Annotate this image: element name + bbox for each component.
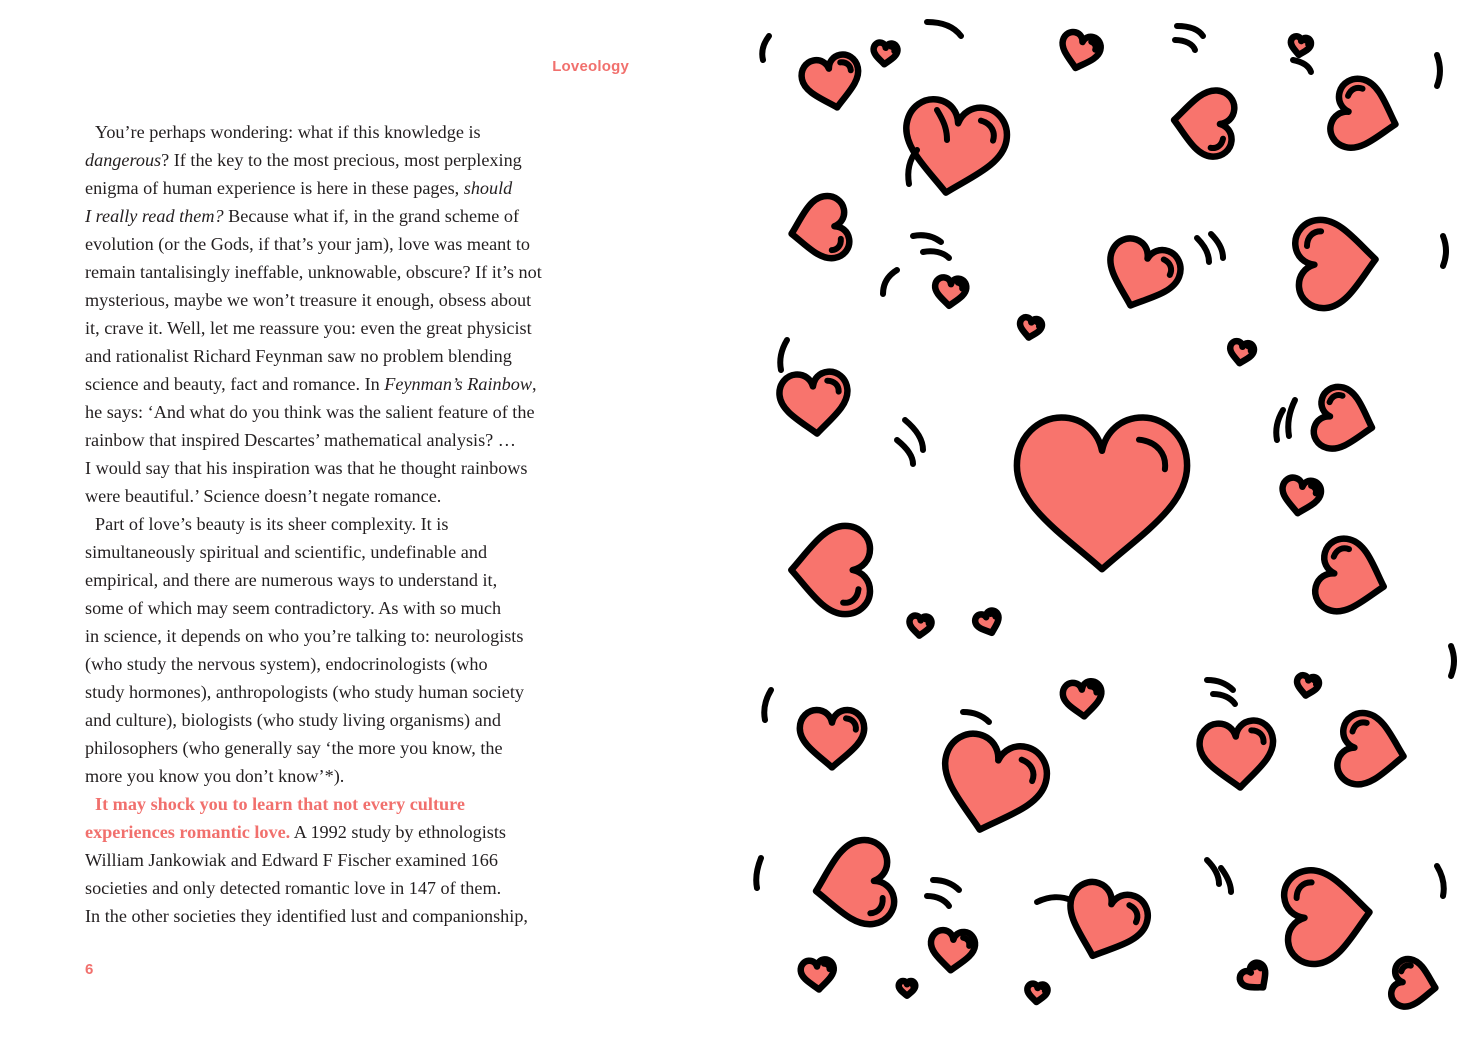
text-span: enigma of human experience is here in these pages, (85, 178, 460, 198)
heart-icon (1097, 233, 1186, 318)
text-line: some of which may seem contradictory. As with so much (85, 598, 502, 618)
heart-icon (908, 615, 932, 637)
motion-line (927, 896, 949, 906)
heart-icon (929, 929, 976, 972)
italic-text: should (463, 178, 513, 198)
motion-line (1213, 694, 1235, 704)
text-span: A 1992 study by ethnologists (293, 822, 506, 842)
heart-icon (1055, 876, 1153, 969)
text-line: it, crave it. Well, let me reassure you: even the great physicist (85, 318, 532, 338)
motion-line (897, 440, 913, 464)
motion-line (1221, 868, 1231, 892)
highlighted-text: experiences romantic love. (85, 822, 291, 842)
motion-line (1276, 410, 1283, 440)
motion-line (883, 270, 897, 294)
heart-icon (1295, 674, 1320, 697)
running-head: Loveology (552, 58, 629, 75)
heart-icon (1171, 87, 1236, 158)
motion-line (1175, 40, 1195, 50)
motion-line (933, 880, 959, 890)
motion-line (780, 340, 787, 370)
text-line: In the other societies they identified lust and companionship, (85, 906, 528, 926)
heart-icon (800, 959, 836, 991)
motion-line (1451, 646, 1454, 676)
heart-icon (1389, 957, 1439, 1012)
text-line: I would say that his inspiration was that he thought rainbows (85, 458, 528, 478)
text-line: were beautiful.’ Science doesn’t negate romance. (85, 486, 442, 506)
italic-text: I really read them? (85, 206, 224, 226)
text-line (85, 174, 637, 202)
heart-icon (778, 370, 851, 436)
heart-icon (1017, 418, 1187, 570)
text-line (85, 118, 637, 146)
text-span: You’re perhaps wondering: what if this knowledge is (95, 122, 481, 142)
text-line: study hormones), anthropologists (who study human society (85, 682, 524, 702)
text-line: societies and only detected romantic love in 147 of them. (85, 878, 502, 898)
text-span: science and beauty, fact and romance. In (85, 374, 380, 394)
heart-icon (1237, 960, 1274, 997)
motion-line (764, 690, 771, 720)
text-line: simultaneously spiritual and scientific, undefinable and (85, 542, 488, 562)
text-line (85, 146, 637, 174)
heart-icon (791, 526, 870, 614)
text-line: philosophers (who generally say ‘the more you know, the (85, 738, 503, 758)
text-line: mysterious, maybe we won’t treasure it enough, obsess about (85, 290, 532, 310)
heart-icon (896, 95, 1011, 201)
heart-icon (799, 52, 865, 114)
heart-icon (899, 981, 916, 996)
text-line: empirical, and there are numerous ways to understand it, (85, 570, 498, 590)
paragraph-3 (85, 790, 637, 930)
text-line (85, 202, 637, 230)
heart-icon (1289, 35, 1312, 56)
heart-icon (1026, 983, 1048, 1003)
body-text (85, 118, 637, 930)
motion-line (923, 251, 949, 258)
text-line: more you know you don’t know’*). (85, 766, 345, 786)
heart-icon (1311, 534, 1393, 622)
text-span: Because what if, in the grand scheme of (228, 206, 520, 226)
heart-icon (1326, 74, 1404, 158)
motion-line (762, 36, 769, 60)
text-line: Part of love’s beauty is its sheer complexity. It is (95, 514, 449, 534)
motion-line (1037, 897, 1071, 902)
heart-icon (1334, 710, 1409, 792)
heart-icon (1310, 383, 1380, 458)
heart-icon (1057, 30, 1103, 73)
motion-line (1288, 400, 1295, 436)
heart-icon (930, 728, 1053, 843)
heart-icon (1228, 340, 1255, 365)
text-line: and culture), biologists (who study living organisms) and (85, 710, 501, 730)
motion-line (1443, 236, 1446, 266)
heart-icon (809, 836, 898, 932)
text-line: he says: ‘And what do you think was the salient feature of the (85, 402, 535, 422)
italic-text: dangerous (85, 150, 162, 170)
motion-line (1437, 866, 1444, 896)
motion-line (927, 22, 961, 36)
heart-icon (1279, 476, 1323, 517)
heart-icon (872, 42, 898, 65)
motion-line (1211, 234, 1223, 258)
hearts-illustration (737, 0, 1474, 1049)
text-line: remain tantalisingly ineffable, unknowable, obscure? If it’s not (85, 262, 542, 282)
heart-icon (1062, 680, 1103, 718)
motion-line (1437, 55, 1440, 86)
motion-line (905, 420, 923, 450)
right-page (737, 0, 1474, 1049)
text-line: and rationalist Richard Feynman saw no problem blending (85, 346, 512, 366)
heart-icon (786, 193, 852, 264)
text-line: rainbow that inspired Descartes’ mathematical analysis? … (85, 430, 516, 450)
text-line: evolution (or the Gods, if that’s your jam), love was meant to (85, 234, 530, 254)
motion-line (1207, 680, 1233, 690)
heart-icon (1198, 719, 1277, 791)
page-number: 6 (85, 961, 94, 978)
motion-line (913, 235, 941, 242)
heart-icon (1282, 865, 1374, 966)
text-span: , (531, 374, 537, 394)
paragraph-1 (85, 118, 637, 510)
motion-line (1177, 26, 1203, 36)
text-line (85, 818, 637, 846)
heart-icon (1293, 215, 1379, 310)
heart-icon (800, 710, 864, 767)
heart-icon (973, 609, 1003, 637)
text-line: (who study the nervous system), endocrinologists (who (85, 654, 488, 674)
motion-line (1207, 860, 1219, 884)
motion-line (963, 712, 989, 722)
motion-line (756, 858, 761, 888)
motion-line (908, 150, 917, 184)
motion-line (1293, 60, 1311, 72)
text-line: in science, it depends on who you’re talking to: neurologists (85, 626, 524, 646)
italic-text: Feynman’s Rainbow (384, 374, 532, 394)
heart-icon (933, 277, 967, 308)
text-line (85, 370, 637, 398)
motion-line (1197, 238, 1209, 262)
paragraph-2 (85, 510, 637, 790)
highlighted-text: It may shock you to learn that not every culture (95, 794, 465, 814)
heart-icon (1018, 316, 1043, 339)
text-line: William Jankowiak and Edward F Fischer examined 166 (85, 850, 498, 870)
text-span: ? If the key to the most precious, most perplexing (161, 150, 522, 170)
